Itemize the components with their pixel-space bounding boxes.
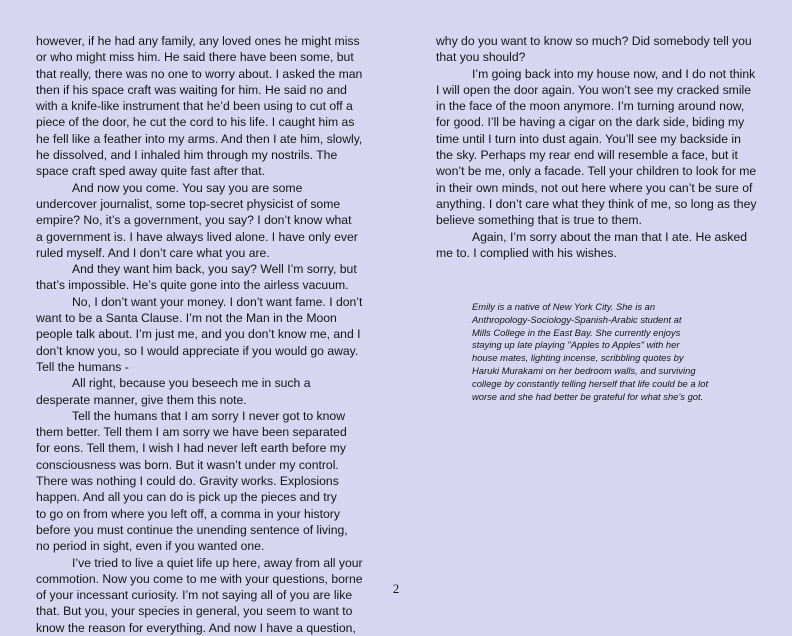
story-line: no period in sight, even if you wanted one. (36, 539, 265, 554)
story-line: commotion. Now you come to me with your questions, borne (36, 571, 363, 586)
story-line: or who might miss him. He said there have been some, but (36, 50, 354, 65)
story-line: that you should? (436, 50, 526, 65)
bio-line: Mills College in the East Bay. She currently enjoys (472, 326, 681, 338)
story-line: me to. I complied with his wishes. (436, 245, 617, 260)
story-line: Again, I’m sorry about the man that I ate. He asked (472, 229, 748, 244)
story-line: that. But you, your species in general, you seem to want to (36, 604, 353, 619)
story-line: All right, because you beseech me in such a (72, 376, 311, 391)
story-line: with a knife-like instrument that he’d been using to cut off a (36, 99, 353, 114)
story-line: the sky. Perhaps my rear end will resemble a face, but it (436, 148, 738, 163)
page-number: 2 (392, 581, 400, 596)
story-line: time until I turn into dust again. You’ll see my backside in (436, 131, 741, 146)
story-line: he dissolved, and I inhaled him through my nostrils. The (36, 148, 338, 163)
story-line: Tell the humans - (36, 359, 129, 374)
story-line: that really, there was no one to worry about. I asked the man (36, 66, 363, 81)
bio-line: worse and she had better be grateful for what she’s got. (472, 390, 704, 402)
story-line: of your incessant curiosity. I’m not saying all of you are like (36, 588, 353, 603)
bio-line: staying up late playing "Apples to Apples" with her (472, 339, 680, 351)
story-line: No, I don’t want your money. I don’t want fame. I don’t (72, 294, 363, 309)
story-line: in their own minds, not out here where you can’t be sure of (436, 180, 753, 195)
story-line: however, if he had any family, any loved ones he might miss (36, 34, 360, 48)
bio-line: house mates, lighting incense, scribbling quotes by (472, 352, 684, 364)
story-line: won’t be me, only a facade. Tell your children to look for me (436, 164, 757, 179)
story-line: that’s impossible. He’s quite gone into the airless vacuum. (36, 278, 349, 293)
story-line: And they want him back, you say? Well I’m sorry, but (72, 262, 357, 277)
story-line: There was nothing I could do. Gravity works. Explosions (36, 474, 339, 489)
bio-line: Emily is a native of New York City. She is an (472, 301, 656, 312)
story-line: piece of the door, he cut the cord to his life. I caught him as (36, 115, 355, 130)
story-line: to go on from where you left off, a comma in your history (36, 506, 340, 521)
author-bio (472, 301, 748, 403)
story-line: I’ve tried to live a quiet life up here, away from all your (72, 555, 363, 570)
story-line: before you must continue the unending sentence of living, (36, 522, 348, 537)
bio-line: Anthropology-Sociology-Spanish-Arabic student at (472, 313, 682, 325)
story-line: don’t know you, so I would appreciate if you would go away. (36, 343, 359, 358)
story-line: I’m going back into my house now, and I do not think (472, 66, 756, 81)
story-line: happen. And all you can do is pick up the pieces and try (36, 490, 337, 505)
story-line: consciousness was born. But it wasn’t under my control. (36, 457, 339, 472)
story-line: ruled myself. And I don’t care what you are. (36, 245, 270, 260)
story-line: anything. I don’t care what they think of me, so long as they (436, 196, 757, 211)
story-line: a government is. I have always lived alone. I have only ever (36, 229, 358, 244)
story-line: know the reason for everything. And now I have a question, (36, 620, 356, 635)
story-line: for good. I’ll be having a cigar on the dark side, biding my (436, 115, 745, 130)
story-right-column (436, 33, 758, 261)
story-line: why do you want to know so much? Did somebody tell you (436, 34, 752, 48)
bio-line: Haruki Murakami on her bedroom walls, and surviving (472, 364, 696, 376)
story-line: I will open the door again. You won’t see my cracked smile (436, 82, 752, 97)
story-line: undercover journalist, some top-secret physicist of some (36, 196, 341, 211)
story-line: people talk about. I’m just me, and you don’t know me, and I (36, 327, 361, 342)
story-line: then if his space craft was waiting for him. He said no and (36, 82, 347, 97)
story-line: them better. Tell them I am sorry we have been separated (36, 425, 347, 440)
story-line: empire? No, it’s a government, you say? I don’t know what (36, 213, 352, 228)
story-line: in the face of the moon anymore. I’m turning around now, (436, 99, 745, 114)
story-line: desperate manner, give them this note. (36, 392, 247, 407)
story-line: Tell the humans that I am sorry I never got to know (72, 408, 345, 423)
story-line: want to be a Santa Clause. I’m not the Man in the Moon (36, 311, 337, 326)
bio-line: college by constantly telling herself that life could be a lot (472, 377, 709, 389)
story-line: space craft sped away quite fast after that. (36, 164, 265, 179)
story-line: believe something that is true to them. (436, 213, 642, 228)
story-line: he fell like a feather into my arms. And then I ate him, slowly, (36, 131, 363, 146)
story-line: for eons. Tell them, I wish I had never left earth before my (36, 441, 347, 456)
story-left-column (36, 33, 363, 636)
story-line: And now you come. You say you are some (72, 180, 303, 195)
